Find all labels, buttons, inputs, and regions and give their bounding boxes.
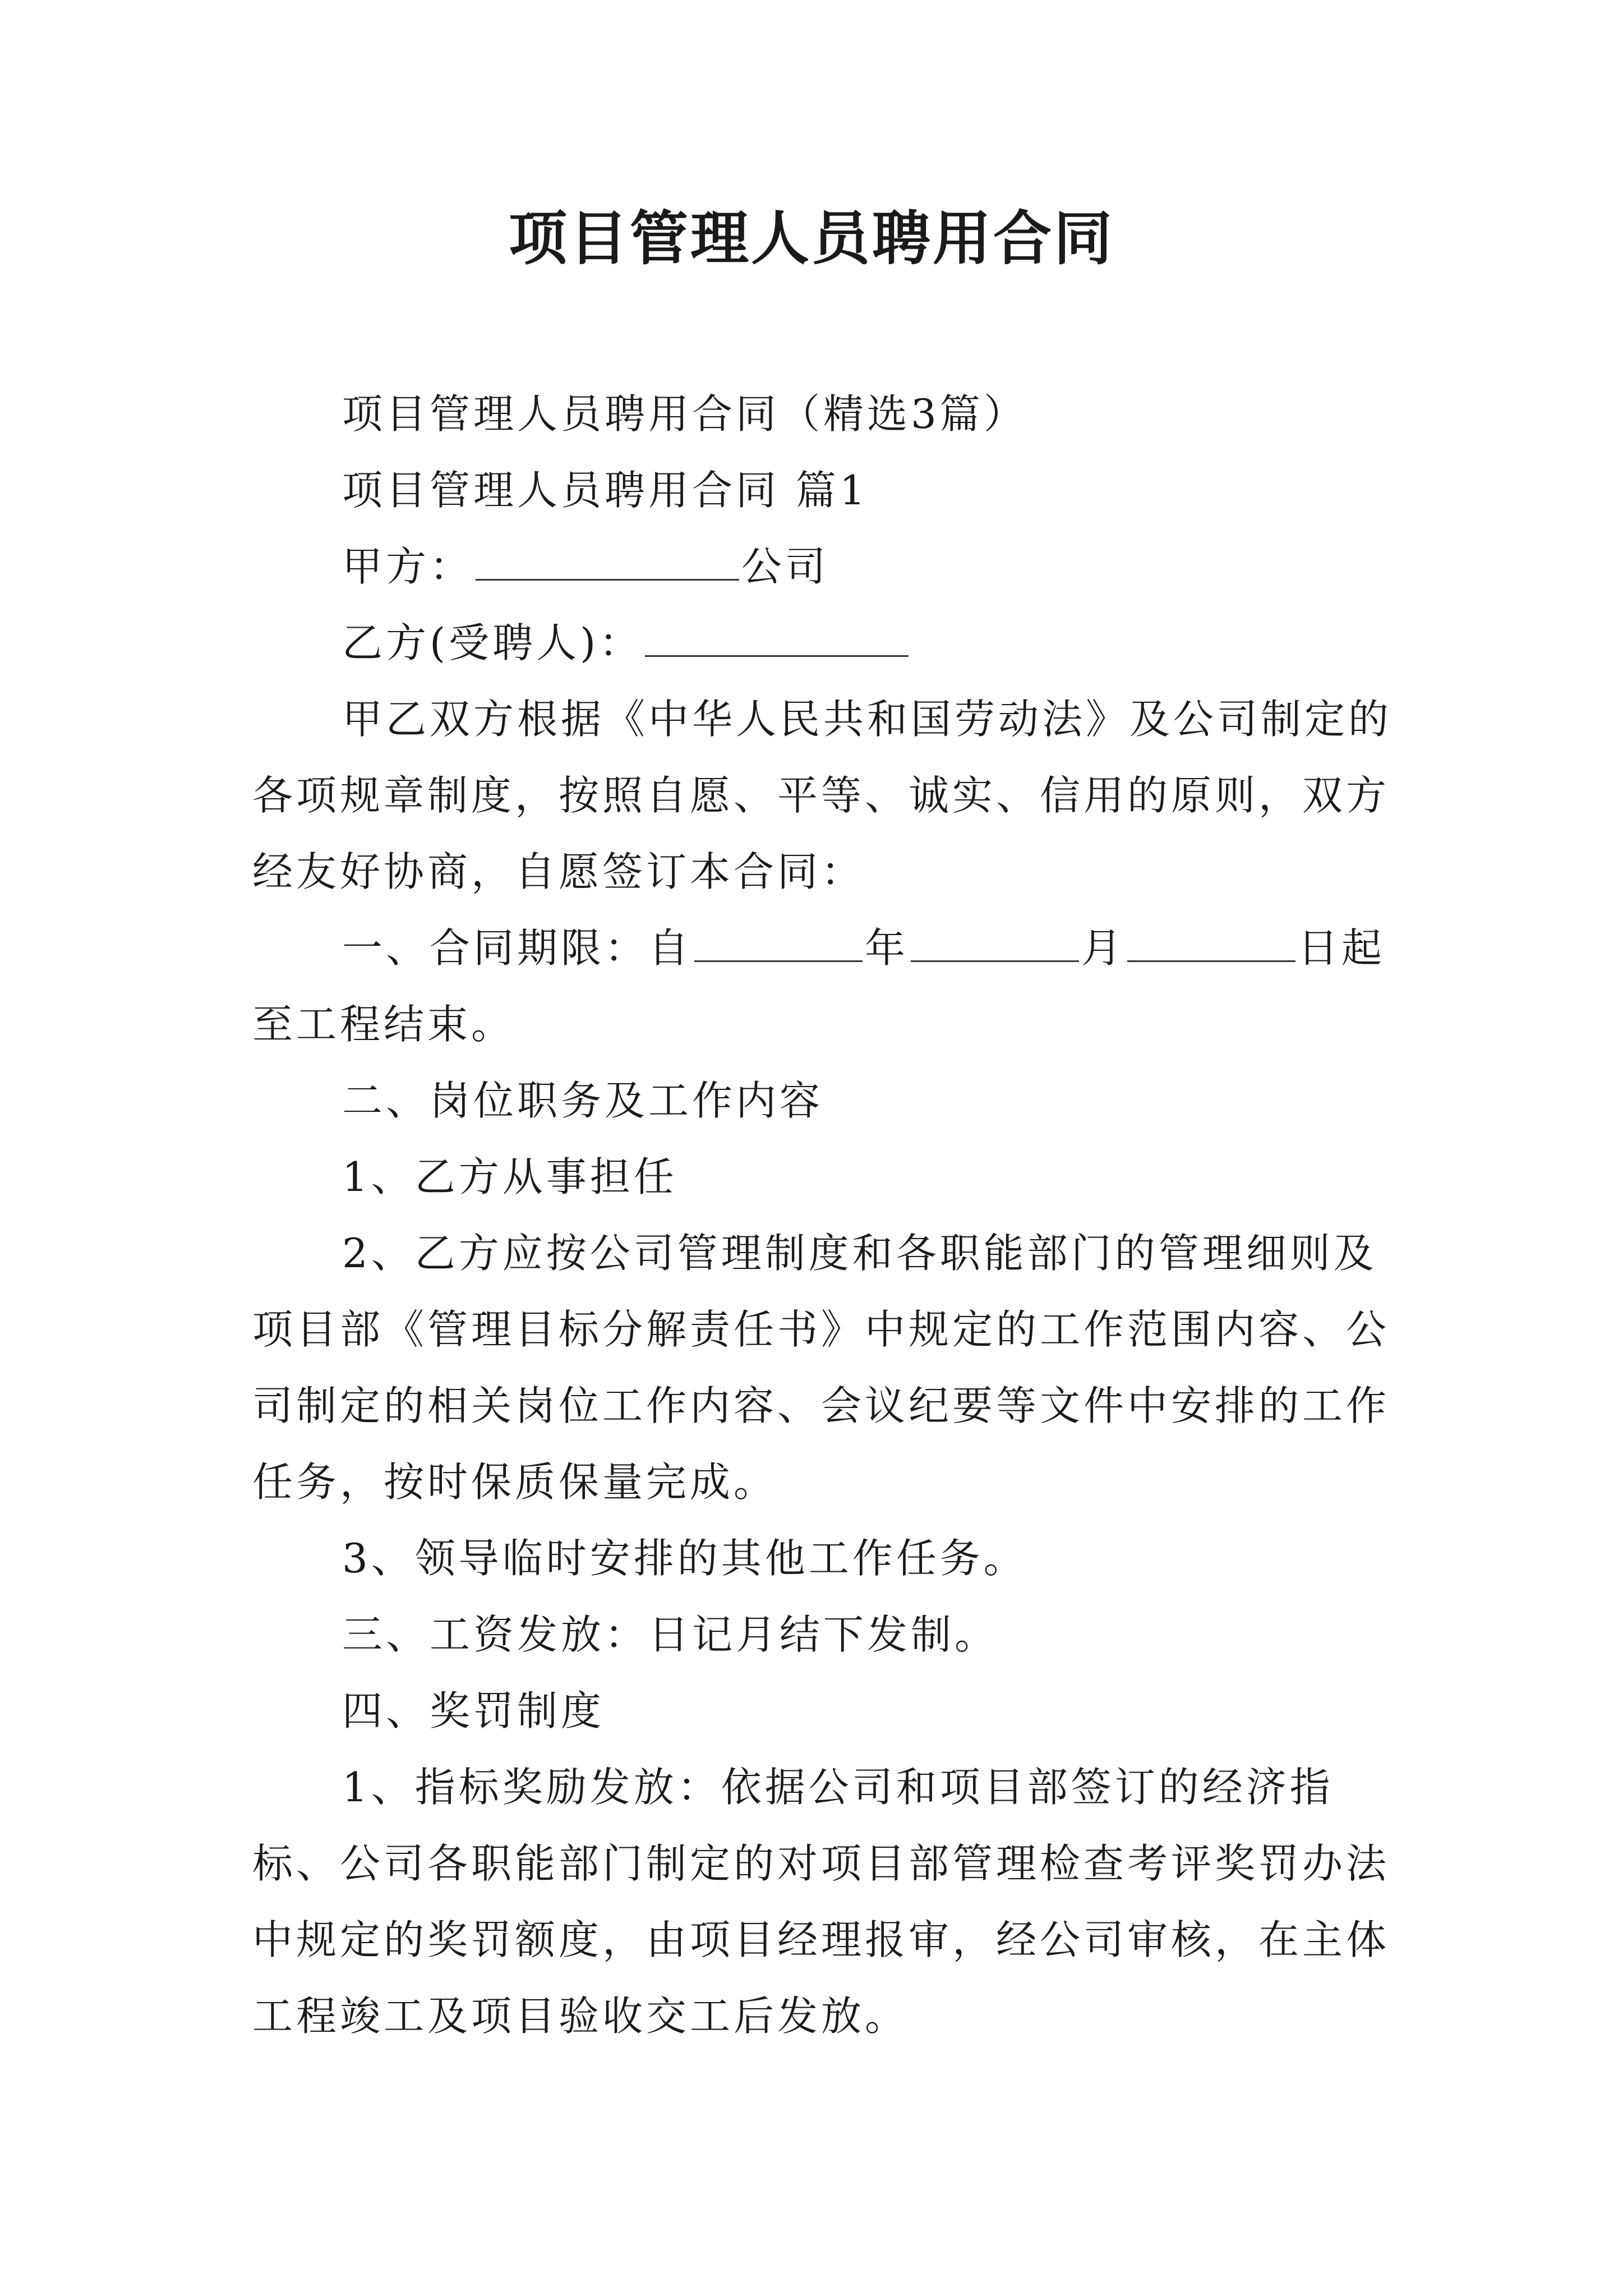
item-2-3: 3、领导临时安排的其他工作任务。 xyxy=(342,1535,1027,1582)
term-year: 年 xyxy=(865,924,909,972)
party-a-label: 甲方： xyxy=(342,543,474,590)
intro-paragraph: 甲乙双方根据《中华人民共和国劳动法》及公司制定的各项规章制度，按照自愿、平等、诚实、信用的原则，双方经友好协商，自愿签订本合同： xyxy=(252,696,1393,895)
party-b-blank xyxy=(645,615,909,657)
party-b-line xyxy=(252,605,1396,681)
party-a-blank xyxy=(476,539,739,581)
party-a-line xyxy=(252,528,1396,605)
term-day-suffix: 日起至工程结束。 xyxy=(252,924,1386,1048)
item-2-1: 1、乙方从事担任 xyxy=(342,1153,677,1200)
section-2-heading: 二、岗位职务及工作内容 xyxy=(342,1077,824,1124)
term-prefix: 一、合同期限：自 xyxy=(342,924,693,972)
section-4-heading: 四、奖罚制度 xyxy=(342,1687,605,1734)
document-body xyxy=(252,376,1396,2054)
section-3: 三、工资发放：日记月结下发制。 xyxy=(342,1611,999,1658)
term-month: 月 xyxy=(1081,924,1126,972)
term-month-blank xyxy=(911,920,1079,962)
party-a-suffix: 公司 xyxy=(741,543,829,590)
item-4-1: 1、指标奖励发放：依据公司和项目部签订的经济指标、公司各职能部门制定的对项目部管理检查考评奖罚办法中规定的奖罚额度，由项目经理报审，经公司审核，在主体工程竣工及项目验收交工后发放。 xyxy=(252,1764,1390,2040)
item-2-2: 2、乙方应按公司管理制度和各职能部门的管理细则及项目部《管理目标分解责任书》中规定的工作范围内容、公司制定的相关岗位工作内容、会议纪要等文件中安排的工作任务，按时保质保量完成。 xyxy=(252,1230,1390,1506)
term-day-blank xyxy=(1127,920,1295,962)
subtitle: 项目管理人员聘用合同（精选3篇） xyxy=(342,390,1027,438)
term-paragraph xyxy=(252,910,1396,1062)
term-year-blank xyxy=(694,920,863,962)
document-title: 项目管理人员聘用合同 xyxy=(508,204,1114,273)
party-b-label: 乙方(受聘人)： xyxy=(342,619,643,666)
section-heading: 项目管理人员聘用合同 篇1 xyxy=(342,467,869,514)
